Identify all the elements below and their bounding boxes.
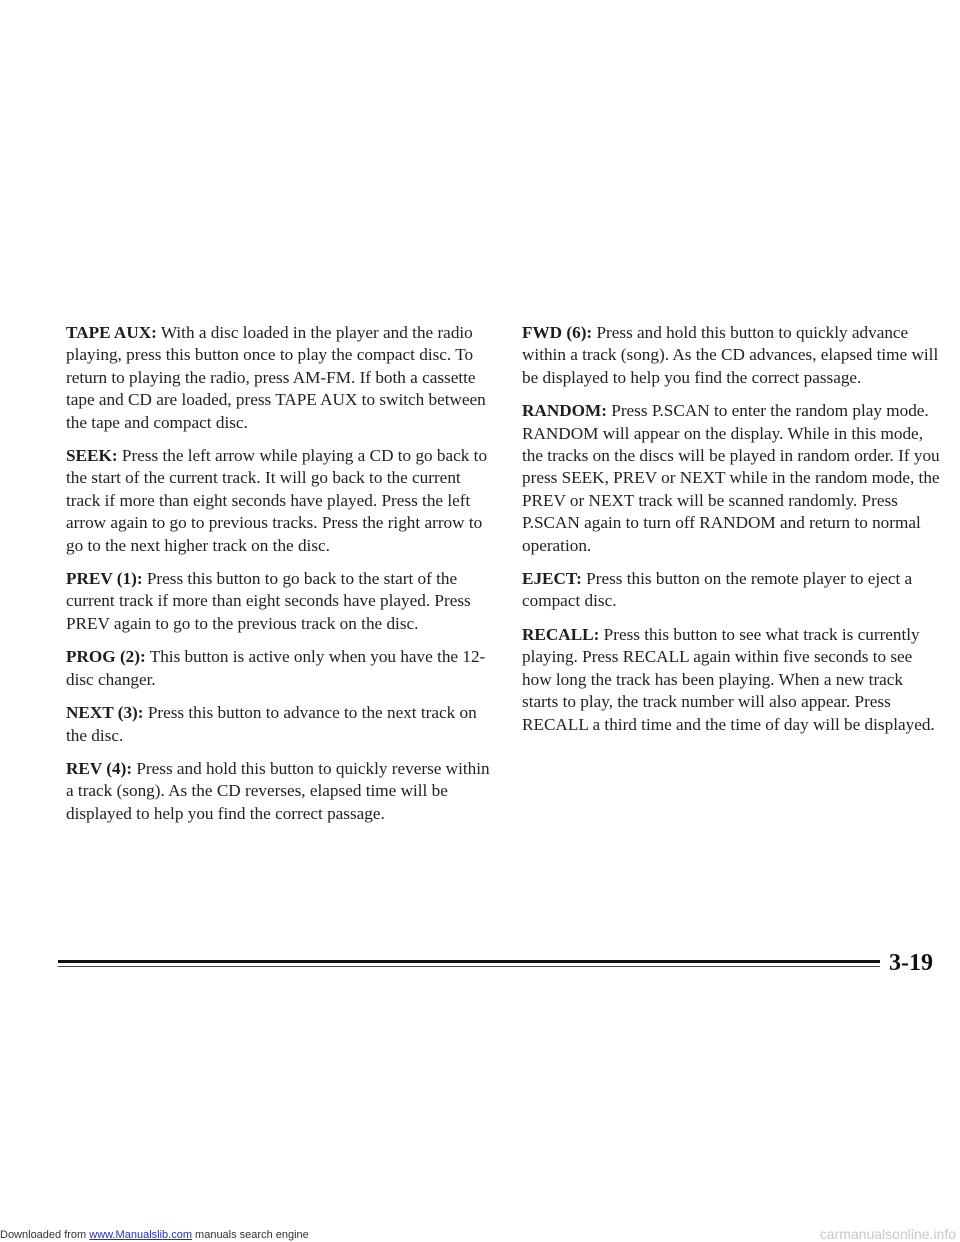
- page-number: 3-19: [889, 950, 933, 976]
- entry-term: SEEK:: [66, 446, 118, 466]
- entry-fwd: [522, 322, 940, 389]
- entry-text: Press this button to see what track is currently playing. Press RECALL again within five seconds to see how long the track has been playing. When a new track starts to play, the track number will also appear. Press RECALL a third time and the time of day will be displayed.: [522, 624, 935, 734]
- download-footer: [0, 1228, 309, 1242]
- right-column: [522, 322, 940, 747]
- entry-term: RECALL:: [522, 624, 600, 644]
- entry-eject: [522, 568, 940, 613]
- manualslib-link[interactable]: www.Manualslib.com: [89, 1229, 192, 1241]
- entry-term: PROG (2):: [66, 647, 146, 667]
- entry-random: [522, 400, 940, 557]
- entry-term: FWD (6):: [522, 323, 593, 342]
- entry-text: Press the left arrow while playing a CD to go back to the start of the current track. It will go back to the current track if more than eight seconds have played. Press the left arrow again to go to previous tracks. Press the right arrow to go to the next higher track on the disc.: [66, 446, 488, 555]
- footer-suffix: manuals search engine: [191, 1229, 309, 1241]
- entry-rev: [66, 758, 490, 825]
- entry-term: REV (4):: [66, 758, 133, 778]
- entry-next: [66, 702, 490, 747]
- entry-text: Press this button to go back to the start of the current track if more than eight seconds have played. Press PREV again to go to the previous track on the disc.: [66, 569, 471, 633]
- entry-text: Press this button on the remote player to eject a compact disc.: [522, 569, 913, 611]
- footer-rule-thin: [58, 966, 880, 967]
- footer-rule: [58, 960, 880, 963]
- entry-term: TAPE AUX:: [66, 323, 157, 342]
- entry-recall: [522, 624, 940, 736]
- entry-term: NEXT (3):: [66, 703, 144, 723]
- entry-term: EJECT:: [522, 569, 582, 589]
- entry-text: Press this button to advance to the next track on the disc.: [66, 703, 477, 745]
- footer-prefix: Downloaded from: [0, 1229, 90, 1241]
- entry-term: PREV (1):: [66, 569, 143, 589]
- watermark: carmanualsonline.info: [819, 1226, 956, 1242]
- entry-text: Press and hold this button to quickly advance within a track (song). As the CD advances, elapsed time will be displayed to help you find the correct passage.: [522, 323, 939, 387]
- entry-text: With a disc loaded in the player and the radio playing, press this button once to play the compact disc. To return to playing the radio, press AM-FM. If both a cassette tape and CD are loaded, press TAPE AUX to switch between the tape and compact disc.: [66, 323, 486, 432]
- entry-tape-aux: [66, 322, 490, 434]
- entry-prog: [66, 646, 490, 691]
- entry-text: Press and hold this button to quickly reverse within a track (song). As the CD reverses, elapsed time will be displayed to help you find the correct passage.: [66, 758, 490, 823]
- entry-text: This button is active only when you have the 12-disc changer.: [66, 647, 486, 689]
- entry-prev: [66, 568, 490, 635]
- entry-term: RANDOM:: [522, 401, 607, 421]
- left-column: [66, 322, 490, 836]
- entry-text: Press P.SCAN to enter the random play mode. RANDOM will appear on the display. While in this mode, the tracks on the discs will be played in random order. If you press SEEK, PREV or NEXT while in the random mode, the PREV or NEXT track will be scanned randomly. Press P.SCAN again to turn off RANDOM and return to normal operation.: [522, 401, 940, 555]
- entry-seek: [66, 445, 490, 557]
